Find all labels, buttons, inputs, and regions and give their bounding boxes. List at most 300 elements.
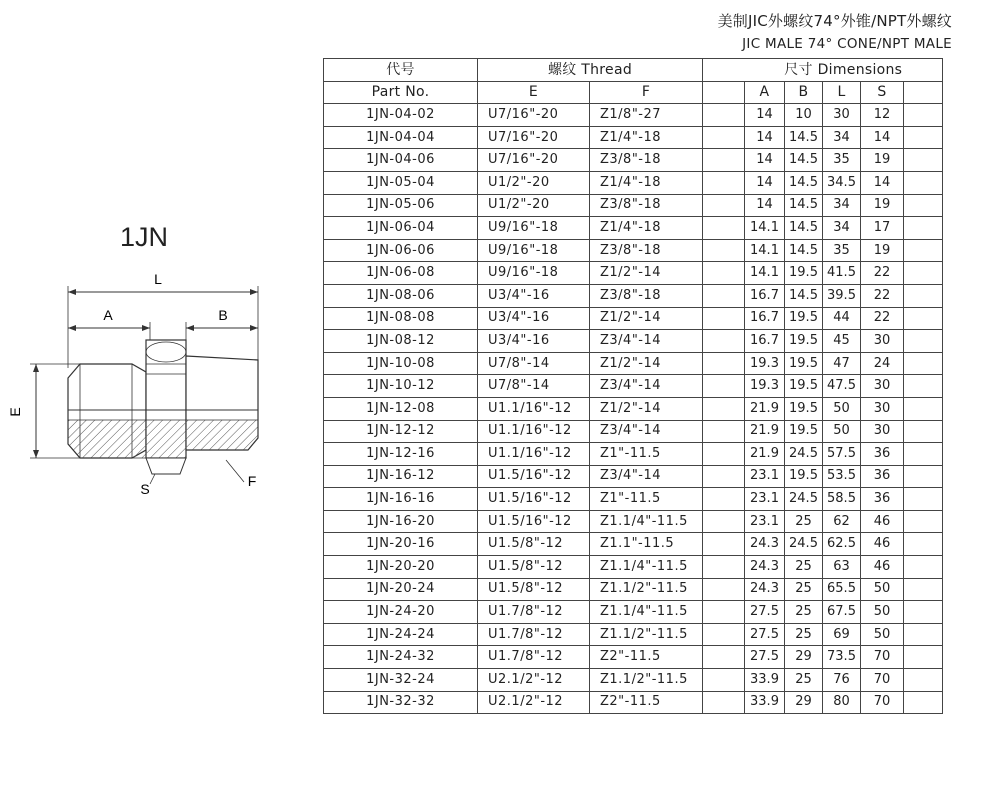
table-row: [324, 397, 943, 420]
cell-blank: [703, 262, 745, 285]
header-f: F: [590, 81, 703, 104]
header-b: B: [785, 81, 823, 104]
cell-part-no: 1JN-08-06: [324, 284, 478, 307]
cell-blank: [703, 330, 745, 353]
cell-dim-b: 19.5: [785, 420, 823, 443]
cell-dim-s: 17: [861, 217, 904, 240]
arrow-b-left: [186, 325, 194, 331]
cell-blank: [703, 601, 745, 624]
cell-blank: [703, 623, 745, 646]
cell-thread-f: Z1.1/4"-11.5: [590, 601, 703, 624]
cell-extra: [904, 420, 943, 443]
cell-thread-e: U7/8"-14: [478, 352, 590, 375]
cell-dim-s: 22: [861, 284, 904, 307]
cell-dim-a: 23.1: [745, 465, 785, 488]
cell-part-no: 1JN-05-06: [324, 194, 478, 217]
cell-extra: [904, 669, 943, 692]
cell-part-no: 1JN-10-12: [324, 375, 478, 398]
table-row: [324, 691, 943, 714]
cell-part-no: 1JN-12-08: [324, 397, 478, 420]
cell-dim-a: 16.7: [745, 307, 785, 330]
label-e: E: [7, 407, 23, 417]
cell-dim-b: 14.5: [785, 171, 823, 194]
cell-extra: [904, 262, 943, 285]
cell-dim-a: 14: [745, 149, 785, 172]
table-row: [324, 307, 943, 330]
cell-thread-f: Z1/4"-18: [590, 171, 703, 194]
cell-extra: [904, 646, 943, 669]
header-extra: [904, 81, 943, 104]
header-blank: [703, 81, 745, 104]
table-header-row-2: [324, 81, 943, 104]
cell-extra: [904, 126, 943, 149]
cell-part-no: 1JN-32-32: [324, 691, 478, 714]
cell-extra: [904, 194, 943, 217]
table-row: [324, 488, 943, 511]
cell-dim-l: 47: [823, 352, 861, 375]
table-row: [324, 669, 943, 692]
cell-thread-e: U1/2"-20: [478, 194, 590, 217]
cell-extra: [904, 623, 943, 646]
cell-thread-f: Z1/2"-14: [590, 307, 703, 330]
cell-blank: [703, 488, 745, 511]
fitting-drawing: [0, 260, 300, 510]
cell-dim-s: 46: [861, 510, 904, 533]
cell-dim-s: 36: [861, 443, 904, 466]
header-e: E: [478, 81, 590, 104]
table-row: [324, 510, 943, 533]
cell-dim-a: 14.1: [745, 262, 785, 285]
cell-thread-f: Z3/4"-14: [590, 330, 703, 353]
cell-dim-a: 14: [745, 104, 785, 127]
cell-dim-l: 44: [823, 307, 861, 330]
cell-blank: [703, 510, 745, 533]
cell-dim-b: 14.5: [785, 194, 823, 217]
cell-blank: [703, 194, 745, 217]
cell-dim-b: 29: [785, 691, 823, 714]
cell-dim-s: 30: [861, 420, 904, 443]
cell-dim-b: 19.5: [785, 307, 823, 330]
label-l: L: [154, 271, 162, 287]
cell-thread-f: Z3/4"-14: [590, 375, 703, 398]
cell-dim-a: 27.5: [745, 646, 785, 669]
cell-thread-e: U9/16"-18: [478, 217, 590, 240]
cell-dim-l: 53.5: [823, 465, 861, 488]
cell-blank: [703, 307, 745, 330]
table-row: [324, 443, 943, 466]
table-row: [324, 465, 943, 488]
cell-thread-f: Z1.1/4"-11.5: [590, 556, 703, 579]
cell-dim-s: 19: [861, 194, 904, 217]
cell-thread-f: Z2"-11.5: [590, 646, 703, 669]
cell-dim-b: 25: [785, 669, 823, 692]
cell-dim-l: 47.5: [823, 375, 861, 398]
cell-thread-e: U7/16"-20: [478, 126, 590, 149]
cell-blank: [703, 352, 745, 375]
cell-part-no: 1JN-16-12: [324, 465, 478, 488]
cell-extra: [904, 171, 943, 194]
arrow-e-bottom: [33, 450, 39, 458]
cell-dim-l: 50: [823, 397, 861, 420]
cell-dim-a: 21.9: [745, 420, 785, 443]
cell-dim-l: 80: [823, 691, 861, 714]
cell-extra: [904, 307, 943, 330]
table-row: [324, 239, 943, 262]
cell-thread-f: Z1/4"-18: [590, 126, 703, 149]
cell-part-no: 1JN-24-32: [324, 646, 478, 669]
cell-dim-b: 25: [785, 601, 823, 624]
cell-dim-b: 14.5: [785, 126, 823, 149]
cell-dim-b: 25: [785, 556, 823, 579]
table-row: [324, 104, 943, 127]
cell-dim-s: 19: [861, 149, 904, 172]
cell-thread-f: Z1/2"-14: [590, 397, 703, 420]
cell-blank: [703, 284, 745, 307]
cell-extra: [904, 533, 943, 556]
cell-thread-f: Z3/8"-18: [590, 284, 703, 307]
cell-blank: [703, 217, 745, 240]
cell-blank: [703, 533, 745, 556]
cell-thread-e: U2.1/2"-12: [478, 669, 590, 692]
cell-thread-e: U3/4"-16: [478, 284, 590, 307]
arrow-b-right: [250, 325, 258, 331]
cell-dim-l: 39.5: [823, 284, 861, 307]
model-code: 1JN: [120, 222, 169, 252]
cell-dim-l: 34.5: [823, 171, 861, 194]
cell-dim-s: 22: [861, 307, 904, 330]
table-row: [324, 601, 943, 624]
cell-dim-s: 22: [861, 262, 904, 285]
cell-thread-e: U1.5/16"-12: [478, 510, 590, 533]
table-row: [324, 420, 943, 443]
header-code-cn: 代号: [324, 59, 478, 82]
cell-extra: [904, 397, 943, 420]
cell-part-no: 1JN-12-16: [324, 443, 478, 466]
cell-dim-s: 70: [861, 669, 904, 692]
header-dimensions: 尺寸 Dimensions: [745, 59, 943, 82]
table-row: [324, 646, 943, 669]
cell-extra: [904, 601, 943, 624]
cell-thread-e: U1.7/8"-12: [478, 646, 590, 669]
arrow-a-left: [68, 325, 76, 331]
hex-lower-flat: [146, 458, 186, 474]
cell-dim-b: 24.5: [785, 533, 823, 556]
cell-dim-s: 30: [861, 330, 904, 353]
cell-dim-b: 14.5: [785, 284, 823, 307]
cell-thread-f: Z1"-11.5: [590, 488, 703, 511]
cell-thread-f: Z1.1/2"-11.5: [590, 623, 703, 646]
cell-extra: [904, 284, 943, 307]
cell-blank: [703, 149, 745, 172]
cell-dim-a: 24.3: [745, 578, 785, 601]
table-row: [324, 217, 943, 240]
cell-dim-s: 36: [861, 488, 904, 511]
cell-dim-b: 14.5: [785, 217, 823, 240]
label-a: A: [103, 307, 113, 323]
cell-part-no: 1JN-08-12: [324, 330, 478, 353]
cell-thread-e: U1.5/16"-12: [478, 465, 590, 488]
cell-extra: [904, 375, 943, 398]
arrow-e-top: [33, 364, 39, 372]
cell-thread-f: Z1.1/4"-11.5: [590, 510, 703, 533]
cell-dim-l: 62.5: [823, 533, 861, 556]
cell-dim-b: 19.5: [785, 375, 823, 398]
cell-thread-f: Z1.1"-11.5: [590, 533, 703, 556]
cell-dim-l: 35: [823, 239, 861, 262]
cell-extra: [904, 217, 943, 240]
cell-thread-f: Z1/4"-18: [590, 217, 703, 240]
cell-dim-l: 57.5: [823, 443, 861, 466]
cell-blank: [703, 375, 745, 398]
cell-dim-l: 58.5: [823, 488, 861, 511]
cell-dim-b: 19.5: [785, 465, 823, 488]
cell-dim-b: 19.5: [785, 262, 823, 285]
cell-dim-l: 69: [823, 623, 861, 646]
cell-dim-s: 30: [861, 397, 904, 420]
cell-blank: [703, 126, 745, 149]
label-b: B: [218, 307, 228, 323]
cell-dim-b: 25: [785, 623, 823, 646]
cell-thread-e: U1.5/8"-12: [478, 556, 590, 579]
table-row: [324, 171, 943, 194]
cell-thread-f: Z3/4"-14: [590, 420, 703, 443]
cell-part-no: 1JN-16-16: [324, 488, 478, 511]
spec-table: [323, 58, 943, 714]
label-f: F: [247, 473, 257, 489]
cell-dim-l: 63: [823, 556, 861, 579]
label-s: S: [140, 481, 150, 497]
cell-dim-s: 14: [861, 171, 904, 194]
cell-part-no: 1JN-24-20: [324, 601, 478, 624]
cell-blank: [703, 465, 745, 488]
cell-dim-s: 19: [861, 239, 904, 262]
cell-dim-b: 19.5: [785, 352, 823, 375]
cell-thread-f: Z1.1/2"-11.5: [590, 669, 703, 692]
cell-dim-a: 16.7: [745, 330, 785, 353]
cell-dim-s: 24: [861, 352, 904, 375]
cell-thread-e: U7/16"-20: [478, 149, 590, 172]
cell-part-no: 1JN-16-20: [324, 510, 478, 533]
cell-extra: [904, 488, 943, 511]
cell-dim-a: 14: [745, 194, 785, 217]
cell-dim-l: 73.5: [823, 646, 861, 669]
cell-dim-b: 25: [785, 578, 823, 601]
cell-dim-a: 24.3: [745, 533, 785, 556]
cell-thread-e: U1.7/8"-12: [478, 623, 590, 646]
cell-dim-a: 14.1: [745, 217, 785, 240]
cell-dim-b: 19.5: [785, 330, 823, 353]
table-row: [324, 262, 943, 285]
cell-thread-f: Z3/8"-18: [590, 194, 703, 217]
cell-blank: [703, 556, 745, 579]
leader-f: [226, 460, 244, 482]
cell-dim-a: 21.9: [745, 443, 785, 466]
table-row: [324, 352, 943, 375]
cell-thread-e: U7/16"-20: [478, 104, 590, 127]
cell-dim-l: 45: [823, 330, 861, 353]
table-row: [324, 375, 943, 398]
cell-dim-l: 76: [823, 669, 861, 692]
cell-dim-b: 14.5: [785, 239, 823, 262]
table-row: [324, 556, 943, 579]
cell-dim-b: 25: [785, 510, 823, 533]
cell-dim-a: 23.1: [745, 488, 785, 511]
cell-thread-f: Z3/8"-18: [590, 239, 703, 262]
cell-extra: [904, 691, 943, 714]
cell-extra: [904, 352, 943, 375]
cell-part-no: 1JN-05-04: [324, 171, 478, 194]
cell-thread-e: U1.1/16"-12: [478, 443, 590, 466]
cell-thread-e: U9/16"-18: [478, 239, 590, 262]
cell-dim-l: 35: [823, 149, 861, 172]
arrow-a-right: [142, 325, 150, 331]
cell-dim-a: 27.5: [745, 601, 785, 624]
cell-thread-e: U3/4"-16: [478, 307, 590, 330]
cell-thread-e: U2.1/2"-12: [478, 691, 590, 714]
cell-dim-l: 41.5: [823, 262, 861, 285]
cell-blank: [703, 691, 745, 714]
section-hatch: [68, 420, 258, 458]
table-row: [324, 149, 943, 172]
cell-thread-e: U1.5/16"-12: [478, 488, 590, 511]
cell-extra: [904, 239, 943, 262]
cell-dim-a: 21.9: [745, 397, 785, 420]
cell-thread-e: U1.7/8"-12: [478, 601, 590, 624]
cell-dim-a: 14.1: [745, 239, 785, 262]
cell-extra: [904, 149, 943, 172]
cell-dim-a: 27.5: [745, 623, 785, 646]
cell-dim-s: 50: [861, 578, 904, 601]
cell-extra: [904, 578, 943, 601]
cell-dim-b: 29: [785, 646, 823, 669]
cell-part-no: 1JN-04-06: [324, 149, 478, 172]
cell-part-no: 1JN-10-08: [324, 352, 478, 375]
cell-dim-s: 70: [861, 646, 904, 669]
title-english: JIC MALE 74° CONE/NPT MALE: [742, 36, 952, 52]
cell-dim-a: 24.3: [745, 556, 785, 579]
cell-thread-f: Z1/2"-14: [590, 352, 703, 375]
cell-dim-b: 24.5: [785, 443, 823, 466]
title-chinese: 美制JIC外螺纹74°外锥/NPT外螺纹: [717, 12, 952, 30]
cell-dim-s: 12: [861, 104, 904, 127]
cell-part-no: 1JN-06-06: [324, 239, 478, 262]
cell-blank: [703, 578, 745, 601]
cell-dim-a: 23.1: [745, 510, 785, 533]
cell-thread-e: U1.5/8"-12: [478, 578, 590, 601]
cell-blank: [703, 420, 745, 443]
cell-extra: [904, 465, 943, 488]
table-row: [324, 578, 943, 601]
arrow-l-left: [68, 289, 76, 295]
table-row: [324, 623, 943, 646]
cell-dim-a: 14: [745, 171, 785, 194]
cell-dim-l: 30: [823, 104, 861, 127]
cell-thread-f: Z3/4"-14: [590, 465, 703, 488]
cell-part-no: 1JN-04-02: [324, 104, 478, 127]
cell-dim-l: 50: [823, 420, 861, 443]
cell-dim-l: 65.5: [823, 578, 861, 601]
cell-extra: [904, 510, 943, 533]
table-row: [324, 284, 943, 307]
cell-extra: [904, 556, 943, 579]
table-row: [324, 330, 943, 353]
cell-part-no: 1JN-20-20: [324, 556, 478, 579]
header-s: S: [861, 81, 904, 104]
cell-dim-b: 19.5: [785, 397, 823, 420]
cell-thread-e: U3/4"-16: [478, 330, 590, 353]
arrow-l-right: [250, 289, 258, 295]
cell-dim-b: 10: [785, 104, 823, 127]
cell-dim-b: 14.5: [785, 149, 823, 172]
cell-blank: [703, 104, 745, 127]
cell-thread-e: U1.5/8"-12: [478, 533, 590, 556]
header-thread: 螺纹 Thread: [478, 59, 703, 82]
table-row: [324, 533, 943, 556]
cell-thread-f: Z1/8"-27: [590, 104, 703, 127]
cell-blank: [703, 443, 745, 466]
cell-dim-l: 67.5: [823, 601, 861, 624]
cell-extra: [904, 443, 943, 466]
cell-thread-e: U1/2"-20: [478, 171, 590, 194]
cell-dim-a: 16.7: [745, 284, 785, 307]
cell-dim-a: 19.3: [745, 352, 785, 375]
cell-blank: [703, 669, 745, 692]
cell-dim-s: 46: [861, 533, 904, 556]
cell-thread-f: Z3/8"-18: [590, 149, 703, 172]
cell-part-no: 1JN-20-16: [324, 533, 478, 556]
cell-blank: [703, 171, 745, 194]
cell-dim-a: 33.9: [745, 669, 785, 692]
cell-blank: [703, 239, 745, 262]
cell-thread-e: U9/16"-18: [478, 262, 590, 285]
table-header-row-1: [324, 59, 943, 82]
cell-dim-l: 34: [823, 194, 861, 217]
header-a: A: [745, 81, 785, 104]
cell-dim-s: 30: [861, 375, 904, 398]
cell-dim-l: 62: [823, 510, 861, 533]
cell-extra: [904, 104, 943, 127]
cell-thread-e: U1.1/16"-12: [478, 397, 590, 420]
cell-thread-e: U7/8"-14: [478, 375, 590, 398]
cell-part-no: 1JN-24-24: [324, 623, 478, 646]
cell-thread-f: Z1.1/2"-11.5: [590, 578, 703, 601]
cell-thread-f: Z1/2"-14: [590, 262, 703, 285]
cell-dim-a: 19.3: [745, 375, 785, 398]
cell-part-no: 1JN-04-04: [324, 126, 478, 149]
cell-part-no: 1JN-32-24: [324, 669, 478, 692]
cell-dim-b: 24.5: [785, 488, 823, 511]
header-l: L: [823, 81, 861, 104]
cell-blank: [703, 646, 745, 669]
cell-part-no: 1JN-06-08: [324, 262, 478, 285]
leader-s: [150, 474, 155, 484]
cell-dim-l: 34: [823, 217, 861, 240]
cell-part-no: 1JN-20-24: [324, 578, 478, 601]
cell-dim-s: 36: [861, 465, 904, 488]
cell-blank: [703, 397, 745, 420]
cell-dim-s: 14: [861, 126, 904, 149]
cell-dim-s: 50: [861, 601, 904, 624]
cell-thread-f: Z1"-11.5: [590, 443, 703, 466]
cell-extra: [904, 330, 943, 353]
cell-dim-s: 70: [861, 691, 904, 714]
cell-dim-s: 50: [861, 623, 904, 646]
cell-part-no: 1JN-08-08: [324, 307, 478, 330]
cell-thread-f: Z2"-11.5: [590, 691, 703, 714]
cell-dim-l: 34: [823, 126, 861, 149]
cell-dim-a: 33.9: [745, 691, 785, 714]
table-row: [324, 194, 943, 217]
